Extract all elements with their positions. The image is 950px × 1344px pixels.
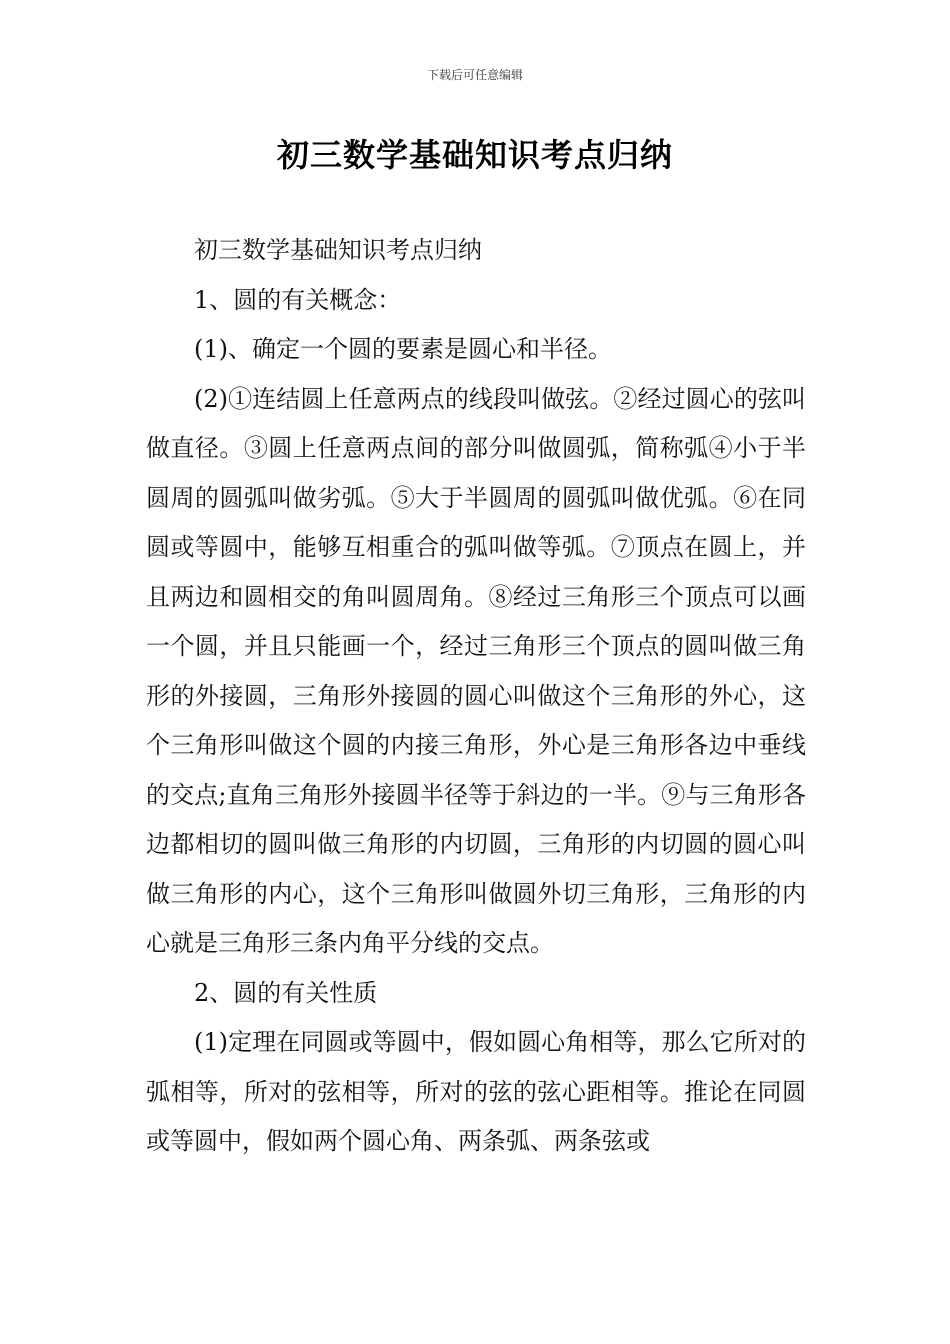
paragraph-theorem: (1)定理在同圆或等圆中，假如圆心角相等，那么它所对的弧相等，所对的弦相等，所对的弦的弦心距相等。推论在同圆或等圆中，假如两个圆心角、两条弧、两条弦或 bbox=[146, 1028, 806, 1155]
paragraph-section-1-heading: 1、圆的有关概念： bbox=[194, 285, 402, 314]
document-title: 初三数学基础知识考点归纳 bbox=[276, 136, 673, 174]
page-header-note: 下载后可任意编辑 bbox=[426, 68, 523, 82]
document-body bbox=[146, 226, 806, 1167]
paragraph-circle-definitions: (2)①连结圆上任意两点的线段叫做弦。②经过圆心的弦叫做直径。③圆上任意两点间的部分叫做圆弧，简称弧④小于半圆周的圆弧叫做劣弧。⑤大于半圆周的圆弧叫做优弧。⑥在同圆或等圆中，能够互相重合的弧叫做等弧。⑦顶点在圆上，并且两边和圆相交的角叫圆周角。⑧经过三角形三个顶点可以画一个圆，并且只能画一个，经过三角形三个顶点的圆叫做三角形的外接圆，三角形外接圆的圆心叫做这个三角形的外心，这个三角形叫做这个圆的内接三角形，外心是三角形各边中垂线的交点;直角三角形外接圆半径等于斜边的一半。⑨与三角形各边都相切的圆叫做三角形的内切圆，三角形的内切圆的圆心叫做三角形的内心，这个三角形叫做圆外切三角形，三角形的内心就是三角形三条内角平分线的交点。 bbox=[146, 384, 806, 957]
paragraph-subtitle: 初三数学基础知识考点归纳 bbox=[194, 236, 482, 264]
paragraph-section-2-heading: 2、圆的有关性质 bbox=[194, 978, 378, 1007]
paragraph-circle-elements: (1)、确定一个圆的要素是圆心和半径。 bbox=[194, 335, 612, 363]
